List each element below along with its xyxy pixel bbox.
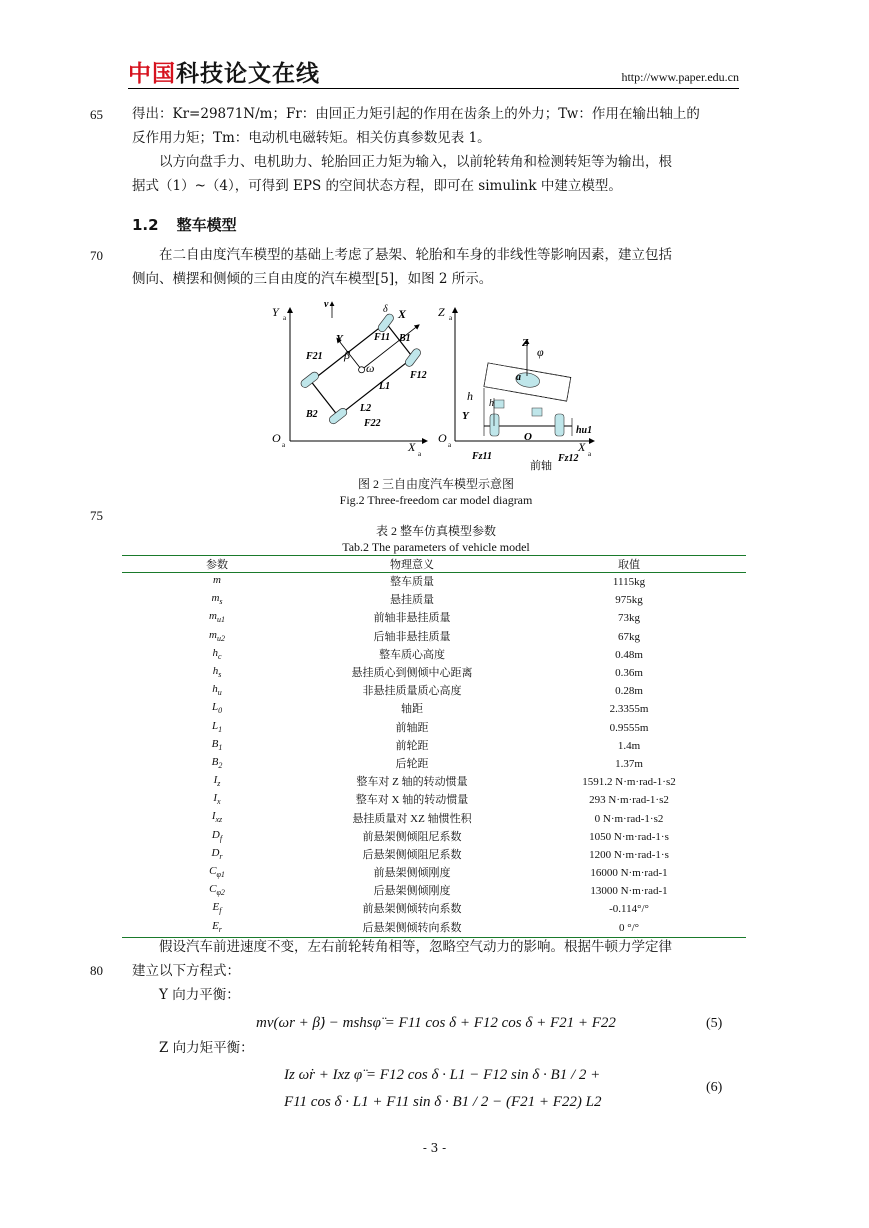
param-symbol-sub: u1 [216, 615, 225, 625]
table-row [122, 573, 746, 592]
paragraph-2 [132, 150, 740, 198]
eq5-label: Y 向力平衡： [159, 987, 240, 1003]
rear-view-diagram [438, 305, 594, 472]
param-value: 0.36m [615, 667, 643, 680]
table-row [122, 737, 746, 755]
table-row [122, 846, 746, 864]
logo-red-part: 中国 [128, 61, 176, 87]
page-number: - 3 - [422, 1141, 447, 1155]
param-meaning: 前悬架侧倾刚度 [373, 867, 451, 880]
axis-sub-ya: a [283, 314, 287, 322]
axis-sub-za: a [449, 314, 453, 322]
paragraph-3 [132, 243, 740, 291]
param-symbol [122, 900, 312, 918]
param-symbol-base: D [211, 828, 220, 841]
axis-label-oa: O [272, 431, 281, 445]
table-caption-cn: 表 2 整车仿真模型参数 [375, 524, 496, 538]
param-symbol-base: L [211, 701, 219, 714]
param-symbol [122, 664, 312, 682]
param-symbol-base: C [209, 865, 217, 877]
param-value: 13000 N·m·rad-1 [590, 885, 668, 898]
label-x: X [398, 307, 407, 321]
wheel-front-left [377, 312, 395, 333]
param-symbol-sub: r [218, 924, 222, 934]
param-meaning: 整车对 X 轴的转动惯量 [355, 794, 469, 807]
paragraph-1 [132, 102, 740, 150]
top-view-diagram [272, 296, 437, 458]
param-symbol [122, 809, 312, 827]
param-symbol-sub: f [219, 833, 223, 843]
journal-logo [128, 60, 320, 88]
param-meaning: 悬挂质量对 XZ 轴惯性积 [352, 812, 472, 825]
param-symbol-sub: xz [215, 815, 223, 825]
line-number-75: 75 [90, 508, 103, 523]
param-symbol-sub: u [217, 688, 222, 698]
label-a: a [516, 372, 521, 383]
param-value: 16000 N·m·rad-1 [590, 867, 668, 880]
param-symbol-sub: s [219, 597, 223, 607]
param-value: 67kg [618, 630, 640, 643]
equation-6-number: (6) [706, 1080, 723, 1095]
param-value: 0 N·m·rad-1·s2 [594, 812, 664, 825]
param-value: 1.37m [615, 757, 643, 770]
param-symbol [122, 864, 312, 882]
table-row [122, 864, 746, 882]
equation-6-line-1: Iz ω̇r + Ixz φ̈ = F12 cos δ · L1 − F12 sin δ · B1 / 2 + [284, 1067, 601, 1083]
param-symbol-base: m [209, 610, 217, 623]
param-symbol [122, 573, 312, 592]
param-symbol-sub: 0 [218, 706, 223, 716]
param-symbol [122, 791, 312, 809]
table-row [122, 900, 746, 918]
label-f12: F12 [410, 370, 427, 381]
param-value: 2.3355m [609, 703, 649, 716]
param-symbol-base: E [212, 901, 220, 914]
paragraph-2-line-2: 据式（1）~（4），可得到 EPS 的空间状态方程，即可在 simulink 中建立模型。 [132, 178, 622, 194]
param-symbol [122, 882, 312, 900]
paragraph-4-line-1: 假设汽车前进速度不变，左右前轮转角相等，忽略空气动力的影响。根据牛顿力学定律 [159, 939, 672, 955]
param-symbol-base: m [211, 592, 220, 605]
table-row [122, 646, 746, 664]
section-number: 1.2 [132, 216, 159, 234]
label-hc: h [467, 389, 473, 403]
param-symbol-base: m [213, 574, 221, 586]
param-meaning: 整车质量 [390, 576, 434, 589]
param-symbol-sub: 1 [218, 724, 223, 734]
label-beta: β [344, 348, 350, 362]
param-meaning: 轴距 [401, 703, 423, 716]
figure-caption-cn: 图 2 三自由度汽车模型示意图 [357, 477, 514, 491]
param-symbol-sub: s [218, 670, 222, 680]
param-symbol-base: L [211, 719, 219, 732]
table-row [122, 882, 746, 900]
figure-caption [132, 476, 740, 508]
param-value: 73kg [618, 612, 640, 625]
param-symbol-sub: u2 [216, 633, 225, 643]
equation-6-line-2: F11 cos δ · L1 + F11 sin δ · B1 / 2 − (F21 + F22) L2 [284, 1094, 602, 1110]
paragraph-2-line-1: 以方向盘手力、电机助力、轮胎回正力矩为输入，以前轮转角和检测转矩等为输出，根 [159, 154, 672, 170]
param-symbol-sub: f [219, 906, 222, 916]
label-front-axle: 前轴 [530, 460, 552, 472]
header-rule [128, 88, 739, 89]
header-url[interactable]: http://www.paper.edu.cn [621, 70, 739, 84]
label-b1: B1 [399, 333, 411, 344]
param-symbol-base: h [212, 664, 219, 677]
table-header-row [122, 556, 746, 573]
param-symbol-sub: 2 [218, 761, 223, 771]
label-l1: L1 [379, 381, 391, 392]
section-heading [132, 214, 237, 235]
param-meaning: 前轮距 [395, 739, 429, 752]
axis-label-za: Z [438, 305, 445, 319]
axis-label-xa: X [408, 440, 416, 454]
param-symbol [122, 773, 312, 791]
param-symbol-sub: x [217, 797, 221, 807]
vehicle-parameters-table [122, 555, 746, 938]
param-value: 1115kg [612, 576, 646, 589]
param-meaning: 前悬架侧倾转向系数 [362, 903, 462, 916]
eq6-label: Z 向力矩平衡： [159, 1040, 254, 1056]
label-hs: h [489, 398, 494, 409]
table-row [122, 791, 746, 809]
param-meaning: 后轴非悬挂质量 [373, 630, 451, 643]
table-row [122, 664, 746, 682]
label-y2: Y [462, 410, 469, 422]
table-row [122, 609, 746, 627]
param-symbol [122, 828, 312, 846]
param-meaning: 前悬架侧倾阻尼系数 [362, 830, 462, 843]
label-f22: F22 [364, 418, 381, 429]
param-meaning: 悬挂质心到侧倾中心距离 [351, 667, 473, 680]
paragraph-4 [132, 935, 740, 983]
param-symbol-base: I [213, 774, 218, 787]
figure-caption-en: Fig.2 Three-freedom car model diagram [339, 493, 533, 507]
line-number-70: 70 [90, 248, 103, 263]
table-row [122, 773, 746, 791]
param-symbol [122, 846, 312, 864]
label-phi: φ [537, 345, 544, 359]
logo-black-part: 科技论文在线 [176, 61, 320, 87]
header-param: 参数 [122, 556, 312, 573]
axis-label-xa2: X [578, 440, 586, 454]
param-symbol [122, 700, 312, 718]
label-f21: F21 [306, 351, 323, 362]
paragraph-4-line-2: 建立以下方程式： [132, 963, 240, 979]
label-fz12: Fz12 [558, 453, 579, 464]
paragraph-1-line-1: 得出：Kr=29871N/m；Fr：由回正力矩引起的作用在齿条上的外力；Tw：作用在输出轴上的 [132, 106, 700, 122]
param-symbol-base: h [212, 646, 218, 659]
equation-5-number: (5) [706, 1016, 723, 1031]
paragraph-3-line-1: 在二自由度汽车模型的基础上考虑了悬架、轮胎和车身的非线性等影响因素，建立包括 [159, 247, 672, 263]
label-v: v [324, 299, 329, 310]
label-y: Y [336, 333, 343, 345]
param-value: 1591.2 N·m·rad-1·s2 [582, 776, 676, 789]
param-symbol-base: D [211, 846, 220, 859]
table-row [122, 719, 746, 737]
label-hu1: hu1 [576, 425, 593, 436]
param-value: 975kg [615, 594, 643, 607]
table-caption [132, 523, 740, 555]
param-symbol [122, 628, 312, 646]
param-symbol-base: B [211, 755, 219, 768]
label-z: Z [522, 337, 529, 349]
param-symbol [122, 719, 312, 737]
param-symbol-base: C [209, 883, 217, 896]
vehicle-model-figure [262, 296, 612, 476]
line-number-65: 65 [90, 107, 103, 122]
param-meaning: 非悬挂质量质心高度 [362, 685, 462, 698]
param-meaning: 后悬架侧倾阻尼系数 [362, 848, 462, 861]
table-body [122, 573, 746, 938]
label-fz11: Fz11 [472, 451, 493, 462]
section-title: 整车模型 [176, 216, 237, 234]
param-value: 1050 N·m·rad-1·s [589, 830, 669, 843]
param-meaning: 前轴非悬挂质量 [373, 612, 451, 625]
axis-label-oa2: O [438, 431, 447, 445]
table-row [122, 628, 746, 646]
param-meaning: 后悬架侧倾刚度 [373, 885, 451, 898]
param-symbol-sub: r [219, 852, 223, 861]
param-symbol [122, 755, 312, 773]
table-row [122, 591, 746, 609]
paragraph-1-line-2: 反作用力矩；Tm：电动机电磁转矩。相关仿真参数见表 1。 [132, 130, 491, 146]
table-caption-en: Tab.2 The parameters of vehicle model [342, 540, 530, 554]
param-symbol [122, 609, 312, 627]
header-meaning: 物理意义 [312, 556, 512, 573]
param-symbol-sub: φ1 [216, 870, 225, 880]
axis-sub-oa: a [282, 441, 286, 449]
label-l2: L2 [360, 403, 372, 414]
label-o: O [524, 431, 532, 443]
param-value: 1.4m [617, 739, 641, 752]
header-value: 取值 [512, 556, 746, 573]
table-row [122, 755, 746, 773]
line-number-80: 80 [90, 963, 103, 978]
param-symbol-sub: φ2 [216, 888, 225, 898]
equation-5: mv(ωr + β̇) − mshsφ̈ = F11 cos δ + F12 cos δ + F21 + F22 [256, 1015, 616, 1031]
table-row [122, 682, 746, 700]
param-meaning: 后轮距 [395, 757, 429, 770]
param-meaning: 后悬架侧倾转向系数 [312, 919, 512, 938]
param-value: 0.48m [615, 648, 643, 661]
param-meaning: 前轴距 [395, 721, 429, 734]
table-row [122, 700, 746, 718]
param-symbol [122, 646, 312, 664]
param-symbol [122, 737, 312, 755]
wheel-rear-left [299, 370, 320, 389]
param-symbol-base: h [212, 683, 218, 696]
wheel-rear-right [328, 407, 349, 426]
param-meaning: 整车质心高度 [379, 648, 445, 661]
axis-sub-oa2: a [448, 441, 452, 449]
wheel-left [490, 414, 499, 436]
label-f11: F11 [374, 332, 391, 343]
param-symbol [122, 682, 312, 700]
table-row [122, 828, 746, 846]
param-symbol-base: B [211, 737, 219, 750]
label-omega: ω [366, 361, 375, 375]
label-delta: δ [383, 304, 388, 315]
param-symbol-base: m [209, 628, 217, 641]
param-value: 1200 N·m·rad-1·s [589, 848, 669, 861]
axis-sub-xa: a [418, 450, 422, 458]
param-value: 0.28m [615, 685, 643, 698]
param-value: -0.114°/° [609, 903, 649, 916]
param-meaning: 整车对 Z 轴的转动惯量 [356, 776, 468, 789]
param-value: 0 °/° [512, 919, 746, 938]
param-symbol-base: I [213, 792, 218, 805]
wheel-right [555, 414, 564, 436]
label-b2: B2 [306, 409, 318, 420]
param-symbol-sub: z [217, 779, 221, 789]
table-row [122, 809, 746, 827]
param-symbol-sub: c [217, 651, 222, 661]
paragraph-3-line-2: 侧向、横摆和侧倾的三自由度的汽车模型[5]，如图 2 所示。 [132, 271, 493, 287]
param-symbol [122, 591, 312, 609]
axis-sub-xa2: a [588, 450, 592, 458]
param-symbol-sub: 1 [218, 742, 223, 752]
param-value: 293 N·m·rad-1·s2 [589, 794, 669, 807]
param-symbol-base: I [211, 810, 216, 823]
param-meaning: 悬挂质量 [390, 594, 434, 607]
param-symbol-base: E [212, 919, 219, 932]
axis-label-ya: Y [272, 305, 279, 319]
param-value: 0.9555m [609, 721, 649, 734]
wheel-front-right [404, 347, 422, 368]
